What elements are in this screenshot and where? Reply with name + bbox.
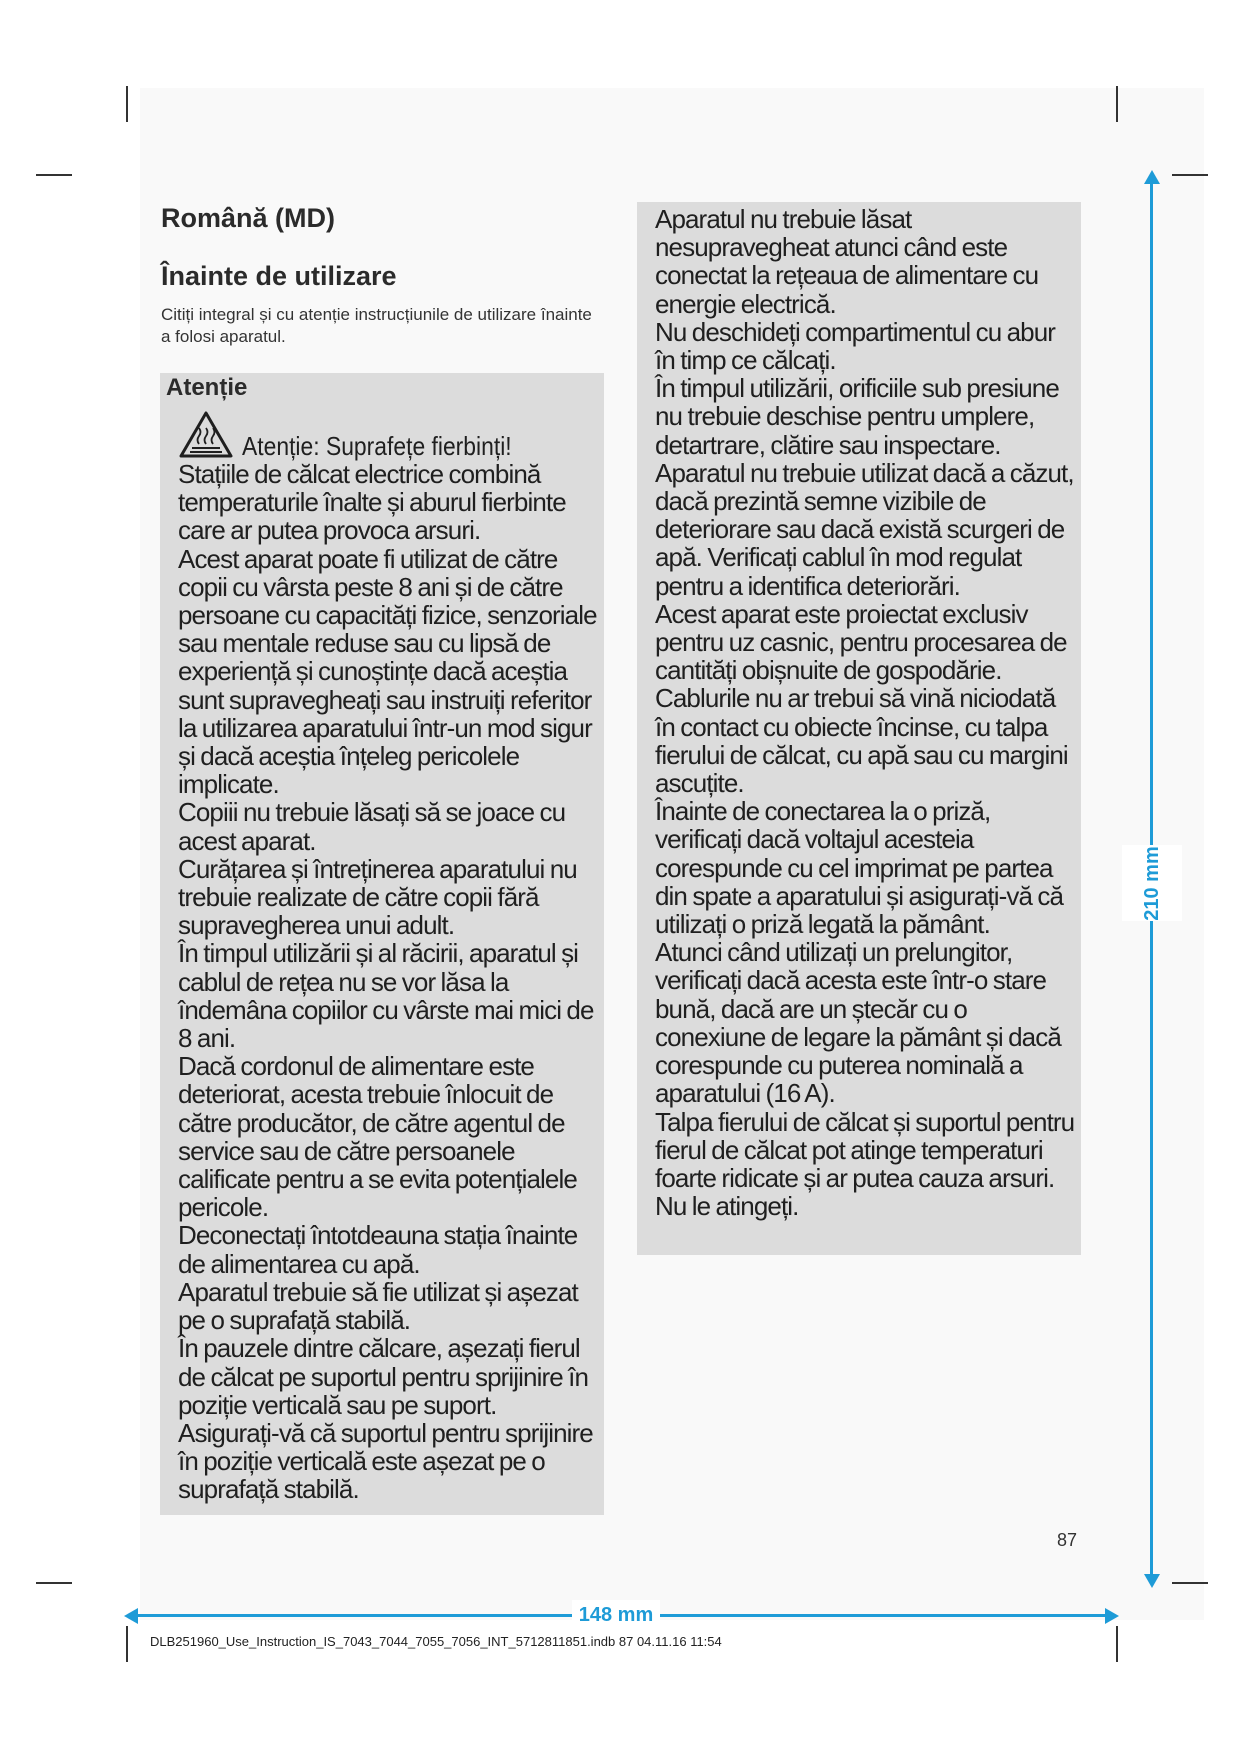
warning-paragraph: În timpul utilizării și al răcirii, aparatul și cablul de rețea nu se vor lăsa la îndemâna copiilor cu vârste mai mici de 8 ani. xyxy=(178,938,594,1054)
safety-paragraph: Talpa fierului de călcat și suportul pentru fierul de călcat pot atinge temperaturi foarte ridicate și ar putea cauza arsuri. Nu le atingeți. xyxy=(655,1106,1075,1222)
intro-text: Citiți integral și cu atenție instrucțiunile de utilizare înainte a folosi aparatul. xyxy=(161,305,592,346)
safety-paragraph: Nu deschideți compartimentul cu abur în timp ce călcați. xyxy=(655,316,1056,376)
section-title: Înainte de utilizare xyxy=(161,261,397,291)
crop-mark-right-upper xyxy=(1172,174,1208,176)
arrow-right-icon xyxy=(1105,1608,1119,1624)
height-dimension-label xyxy=(1122,845,1182,921)
safety-paragraph: În timpul utilizării, orificiile sub presiune nu trebuie deschise pentru umplere, detartrare, clătire sau inspectare. xyxy=(655,373,1059,460)
warning-heading: Atenție: Suprafețe fierbinți! xyxy=(242,431,512,461)
warning-paragraph: Acest aparat poate fi utilizat de către copii cu vârsta peste 8 ani și de către persoane cu capacități fizice, senzoriale sau mentale reduse sau cu lipsă de experiență și cunoștințe dacă aceștia sunt supravegheați sau instruiți referitor la utilizarea aparatului într-un mod sigur și dacă aceștia înțeleg pericolele implicate. xyxy=(178,543,597,800)
warning-paragraph-list xyxy=(178,460,600,1504)
safety-paragraph: Acest aparat este proiectat exclusiv pentru uz casnic, pentru procesarea de cantități obișnuite de gospodărie. xyxy=(655,598,1067,686)
safety-paragraph-list xyxy=(655,205,1079,1220)
warning-paragraph: Deconectați întotdeauna stația înainte de alimentarea cu apă. xyxy=(178,1220,578,1279)
safety-paragraph: Atunci când utilizați un prelungitor, verificați dacă acesta este într-o stare bună, dacă are un ștecăr cu o conexiune de legare la pământ și dacă corespunde cu puterea nominală a aparatului (16 A). xyxy=(655,937,1061,1109)
crop-mark-left-upper xyxy=(36,174,72,176)
safety-paragraph: Aparatul nu trebuie utilizat dacă a căzut, dacă prezintă semne vizibile de deteriorare sau dacă există scurgeri de apă. Verificați cablul în mod regulat pentru a identifica deteriorări. xyxy=(655,457,1074,601)
warning-heading-row xyxy=(178,404,548,460)
hot-surface-warning-icon xyxy=(178,410,234,460)
crop-mark-left-lower xyxy=(36,1582,72,1584)
warning-paragraph: Copiii nu trebuie lăsați să se joace cu acest aparat. xyxy=(178,797,566,856)
crop-mark-bottom-left xyxy=(126,1626,128,1662)
page-number: 87 xyxy=(1057,1530,1078,1550)
safety-paragraph: Aparatul nu trebuie lăsat nesupravegheat atunci când este conectat la rețeaua de alimentare cu energie electrică. xyxy=(655,204,1039,319)
warning-paragraph: Curățarea și întreținerea aparatului nu trebuie realizate de către copii fără supravegherea unui adult. xyxy=(178,853,577,941)
safety-paragraph: Înainte de conectarea la o priză, verificați dacă voltajul acesteia corespunde cu cel imprimat pe partea din spate a aparatului și asigurați-vă că utilizați o priză legată la pământ. xyxy=(655,796,1064,940)
language-title: Română (MD) xyxy=(161,203,335,233)
arrow-left-icon xyxy=(124,1608,138,1624)
crop-mark-top-left xyxy=(126,86,128,122)
crop-mark-bottom-right xyxy=(1116,1626,1118,1662)
arrow-down-icon xyxy=(1144,1574,1160,1588)
warning-paragraph: În pauzele dintre călcare, așezați fierul de călcat pe suportul pentru sprijinire în poziție verticală sau pe suport. Asigurați-vă că suportul pentru sprijinire în poziție verticală este așezat pe o suprafață stabilă. xyxy=(178,1333,593,1505)
width-dimension-label: 148 mm xyxy=(572,1600,660,1630)
warning-paragraph: Aparatul trebuie să fie utilizat și așezat pe o suprafață stabilă. xyxy=(178,1276,578,1336)
arrow-up-icon xyxy=(1144,170,1160,184)
safety-paragraph: Cablurile nu ar trebui să vină niciodată în contact cu obiecte încinse, cu talpa fierului de călcat, cu apă sau cu margini ascuțite. xyxy=(655,683,1068,799)
crop-mark-right-lower xyxy=(1172,1582,1208,1584)
warning-paragraph: Dacă cordonul de alimentare este deteriorat, acesta trebuie înlocuit de către producător, de către agentul de service sau de către persoanele calificate pentru a se evita potențialele pericole. xyxy=(178,1051,577,1223)
warning-box-title: Atenție xyxy=(166,374,248,401)
height-dimension-text: 210 mm xyxy=(1140,845,1163,921)
warning-paragraph: Stațiile de călcat electrice combină temperaturile înalte și aburul fierbinte care ar putea provoca arsuri. xyxy=(178,459,566,546)
print-footer: DLB251960_Use_Instruction_IS_7043_7044_7055_7056_INT_5712811851.indb 87 04.11.16 11:54 xyxy=(150,1634,722,1649)
crop-mark-top-right xyxy=(1116,86,1118,122)
